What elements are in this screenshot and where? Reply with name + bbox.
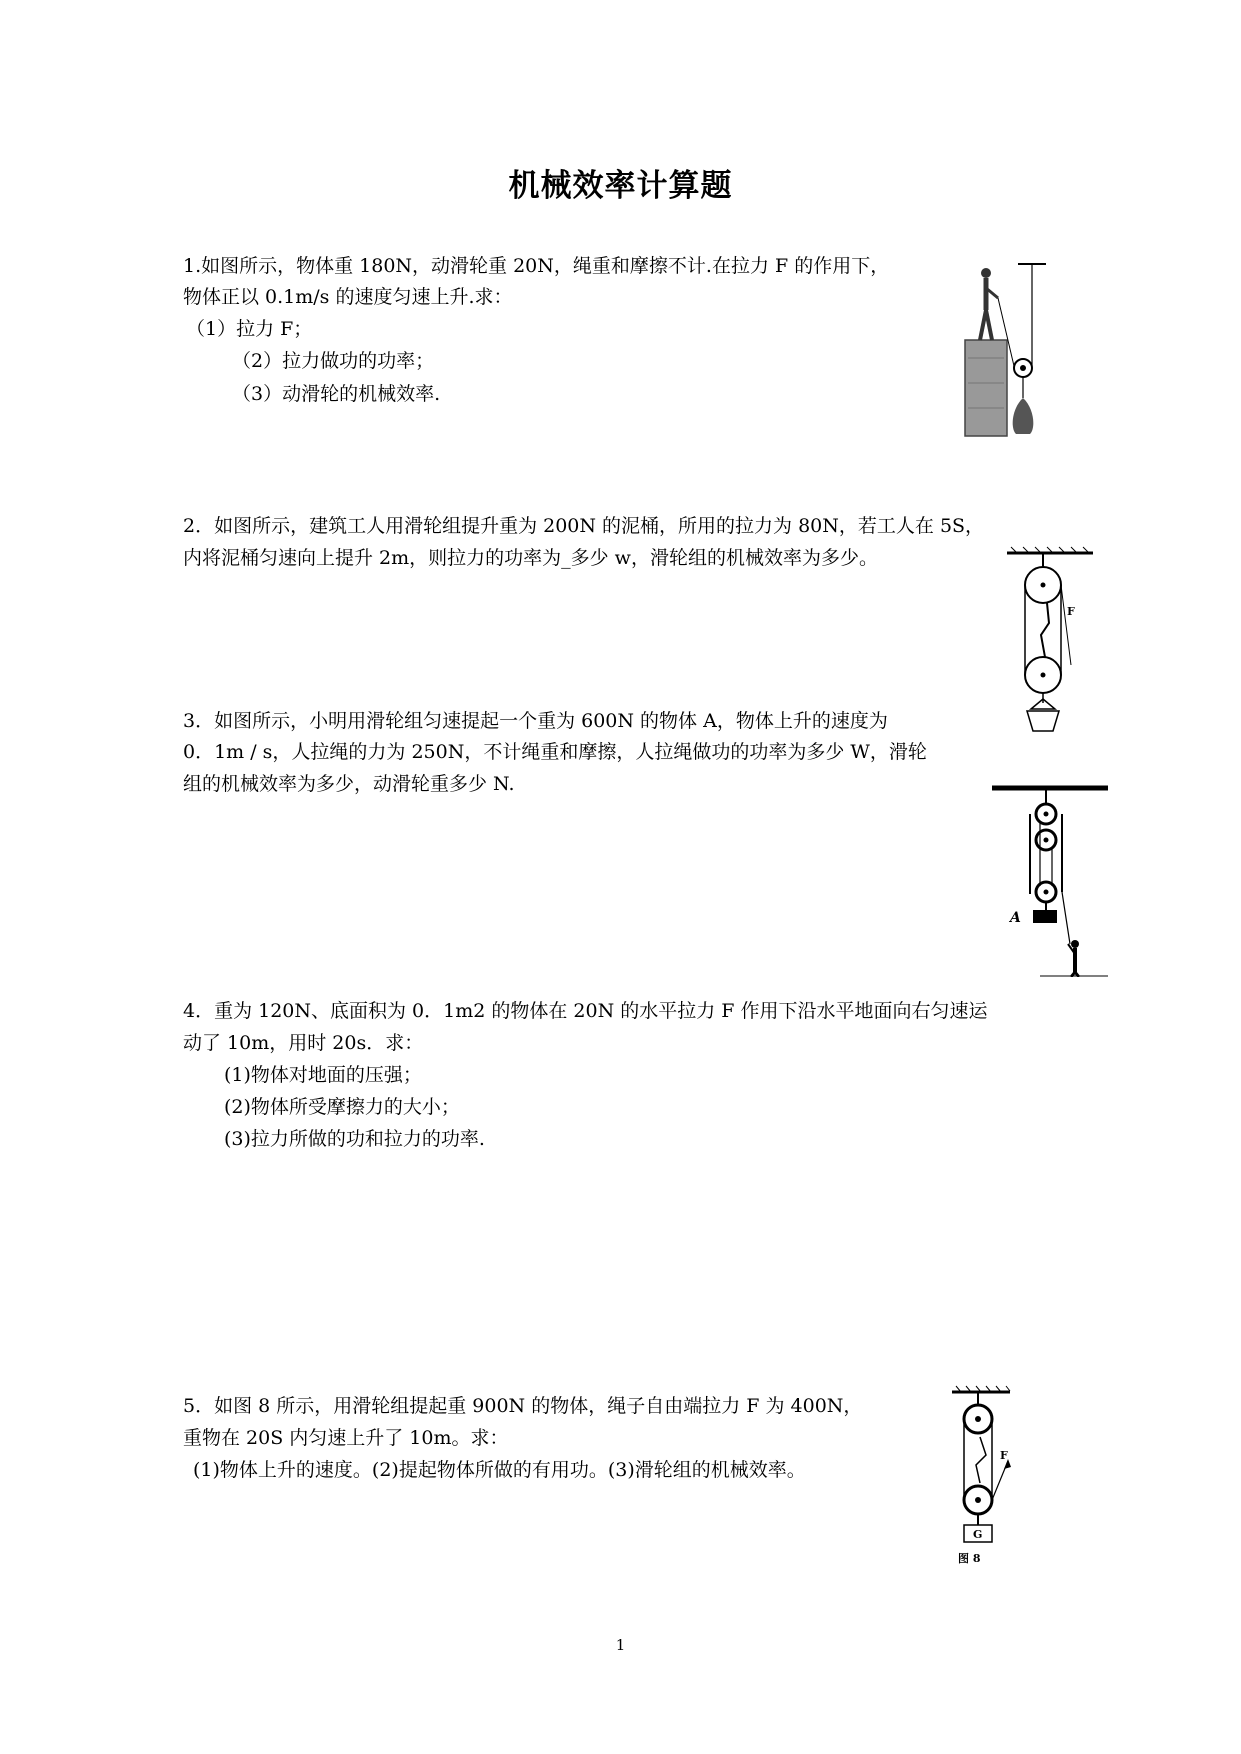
q4-sub-1: (1)物体对地面的压强； <box>224 1064 422 1086</box>
q1-sub-1: （1）拉力 F； <box>186 318 313 340</box>
q2-line-1: 2．如图所示，建筑工人用滑轮组提升重为 200N 的泥桶，所用的拉力为 80N，若工人在 5S， <box>183 515 985 537</box>
weight-label: G <box>973 1528 983 1541</box>
force-label: F <box>1000 1449 1008 1462</box>
object-label: A <box>1010 910 1021 926</box>
pulley-bucket-figure <box>1005 545 1095 735</box>
page-title: 机械效率计算题 <box>508 168 733 204</box>
pulley-block-figure <box>990 782 1110 977</box>
q5-line-1: 5．如图 8 所示，用滑轮组提起重 900N 的物体，绳子自由端拉力 F 为 400N， <box>183 1395 863 1417</box>
force-label: F <box>1067 605 1075 618</box>
q4-line-2: 动了 10m，用时 20s．求： <box>183 1032 424 1054</box>
figure-caption: 图 8 <box>958 1552 981 1565</box>
figure-8-pulley <box>950 1385 1020 1575</box>
q4-sub-2: (2)物体所受摩擦力的大小； <box>224 1096 460 1118</box>
q1-line-1: 1.如图所示，物体重 180N，动滑轮重 20N，绳重和摩擦不计.在拉力 F 的作用下， <box>183 255 890 277</box>
page-number: 1 <box>615 1636 626 1654</box>
q1-line-2: 物体正以 0.1m/s 的速度匀速上升.求： <box>183 286 513 308</box>
q3-line-3: 组的机械效率为多少，动滑轮重多少 N. <box>183 773 515 795</box>
worker-pulley-figure <box>960 258 1060 438</box>
q4-line-1: 4．重为 120N、底面积为 0．1m2 的物体在 20N 的水平拉力 F 作用下沿水平地面向右匀速运 <box>183 1000 988 1022</box>
q5-line-3: (1)物体上升的速度。(2)提起物体所做的有用功。(3)滑轮组的机械效率。 <box>193 1459 806 1481</box>
q1-sub-3: （3）动滑轮的机械效率. <box>232 383 441 405</box>
q3-line-2: 0．1m / s，人拉绳的力为 250N，不计绳重和摩擦，人拉绳做功的功率为多少 W，滑轮 <box>183 741 927 763</box>
q4-sub-3: (3)拉力所做的功和拉力的功率. <box>224 1128 485 1150</box>
q1-sub-2: （2）拉力做功的功率； <box>232 350 435 372</box>
q5-line-2: 重物在 20S 内匀速上升了 10m。求： <box>183 1427 509 1449</box>
q2-line-2: 内将泥桶匀速向上提升 2m，则拉力的功率为_多少 w，滑轮组的机械效率为多少。 <box>183 547 878 569</box>
q3-line-1: 3．如图所示，小明用滑轮组匀速提起一个重为 600N 的物体 A，物体上升的速度为 <box>183 710 888 732</box>
